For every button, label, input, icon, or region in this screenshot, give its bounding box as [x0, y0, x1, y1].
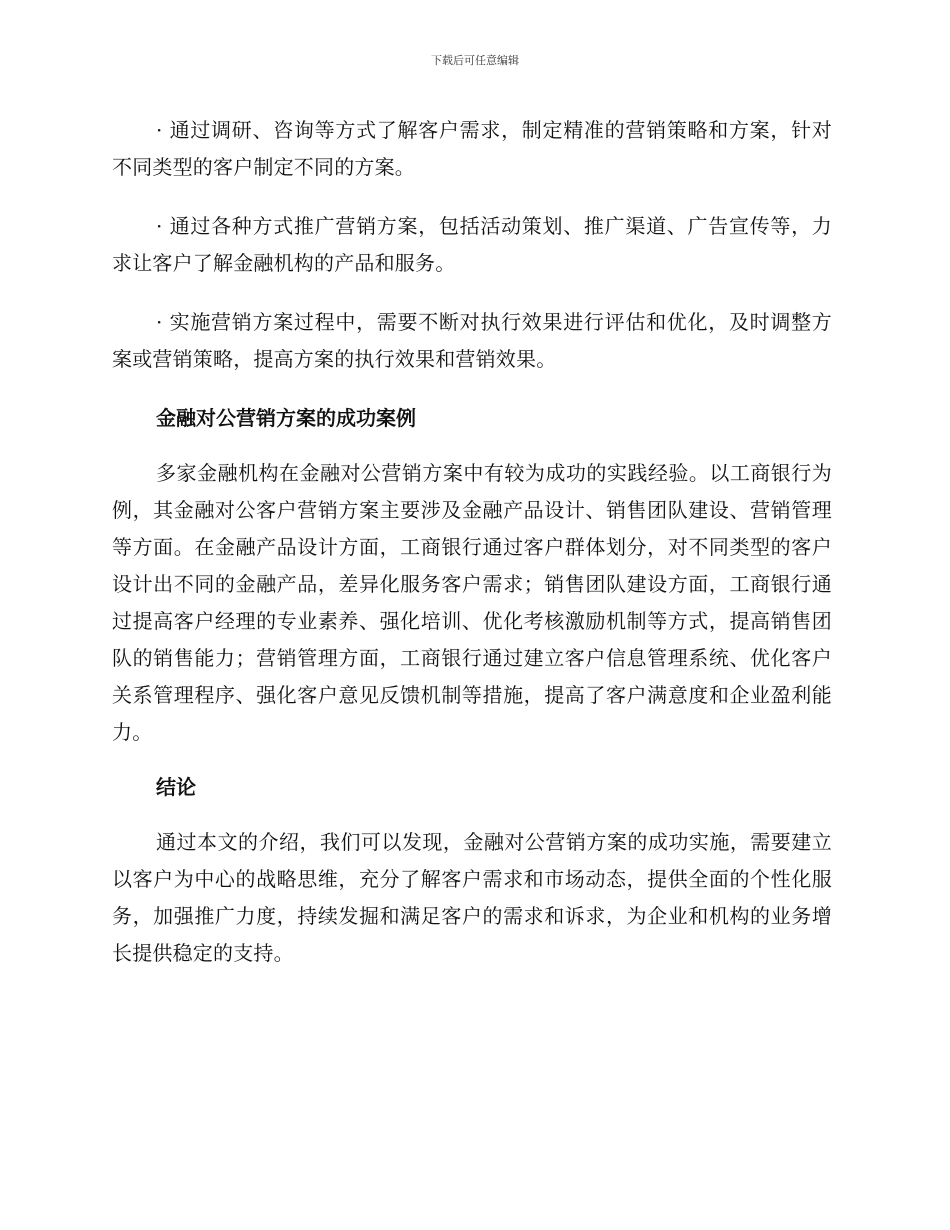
- section-heading-conclusion: 结论: [156, 775, 196, 799]
- page-header: 下载后可任意编辑: [431, 54, 519, 67]
- conclusion-paragraph: 通过本文的介绍，我们可以发现，金融对公营销方案的成功实施，需要建立以客户为中心的战略思维，充分了解客户需求和市场动态，提供全面的个性化服务，加强推广力度，持续发掘和满足客户的需求和诉求，为企业和机构的业务增长提供稳定的支持。: [112, 830, 832, 965]
- bullet-paragraph-promotion: · 通过各种方式推广营销方案，包括活动策划、推广渠道、广告宣传等，力求让客户了解金融机构的产品和服务。: [112, 214, 832, 275]
- bullet-paragraph-research: · 通过调研、咨询等方式了解客户需求，制定精准的营销策略和方案，针对不同类型的客户制定不同的方案。: [112, 118, 832, 179]
- success-cases-paragraph: 多家金融机构在金融对公营销方案中有较为成功的实践经验。以工商银行为例，其金融对公客户营销方案主要涉及金融产品设计、销售团队建设、营销管理等方面。在金融产品设计方面，工商银行通过客户群体划分，对不同类型的客户设计出不同的金融产品，差异化服务客户需求；销售团队建设方面，工商银行通过提高客户经理的专业素养、强化培训、优化考核激励机制等方式，提高销售团队的销售能力；营销管理方面，工商银行通过建立客户信息管理系统、优化客户关系管理程序、强化客户意见反馈机制等措施，提高了客户满意度和企业盈利能力。: [112, 461, 832, 744]
- bullet-paragraph-evaluation: · 实施营销方案过程中，需要不断对执行效果进行评估和优化，及时调整方案或营销策略，提高方案的执行效果和营销效果。: [112, 310, 832, 371]
- section-heading-success-cases: 金融对公营销方案的成功案例: [156, 406, 416, 430]
- document-body: [112, 112, 832, 972]
